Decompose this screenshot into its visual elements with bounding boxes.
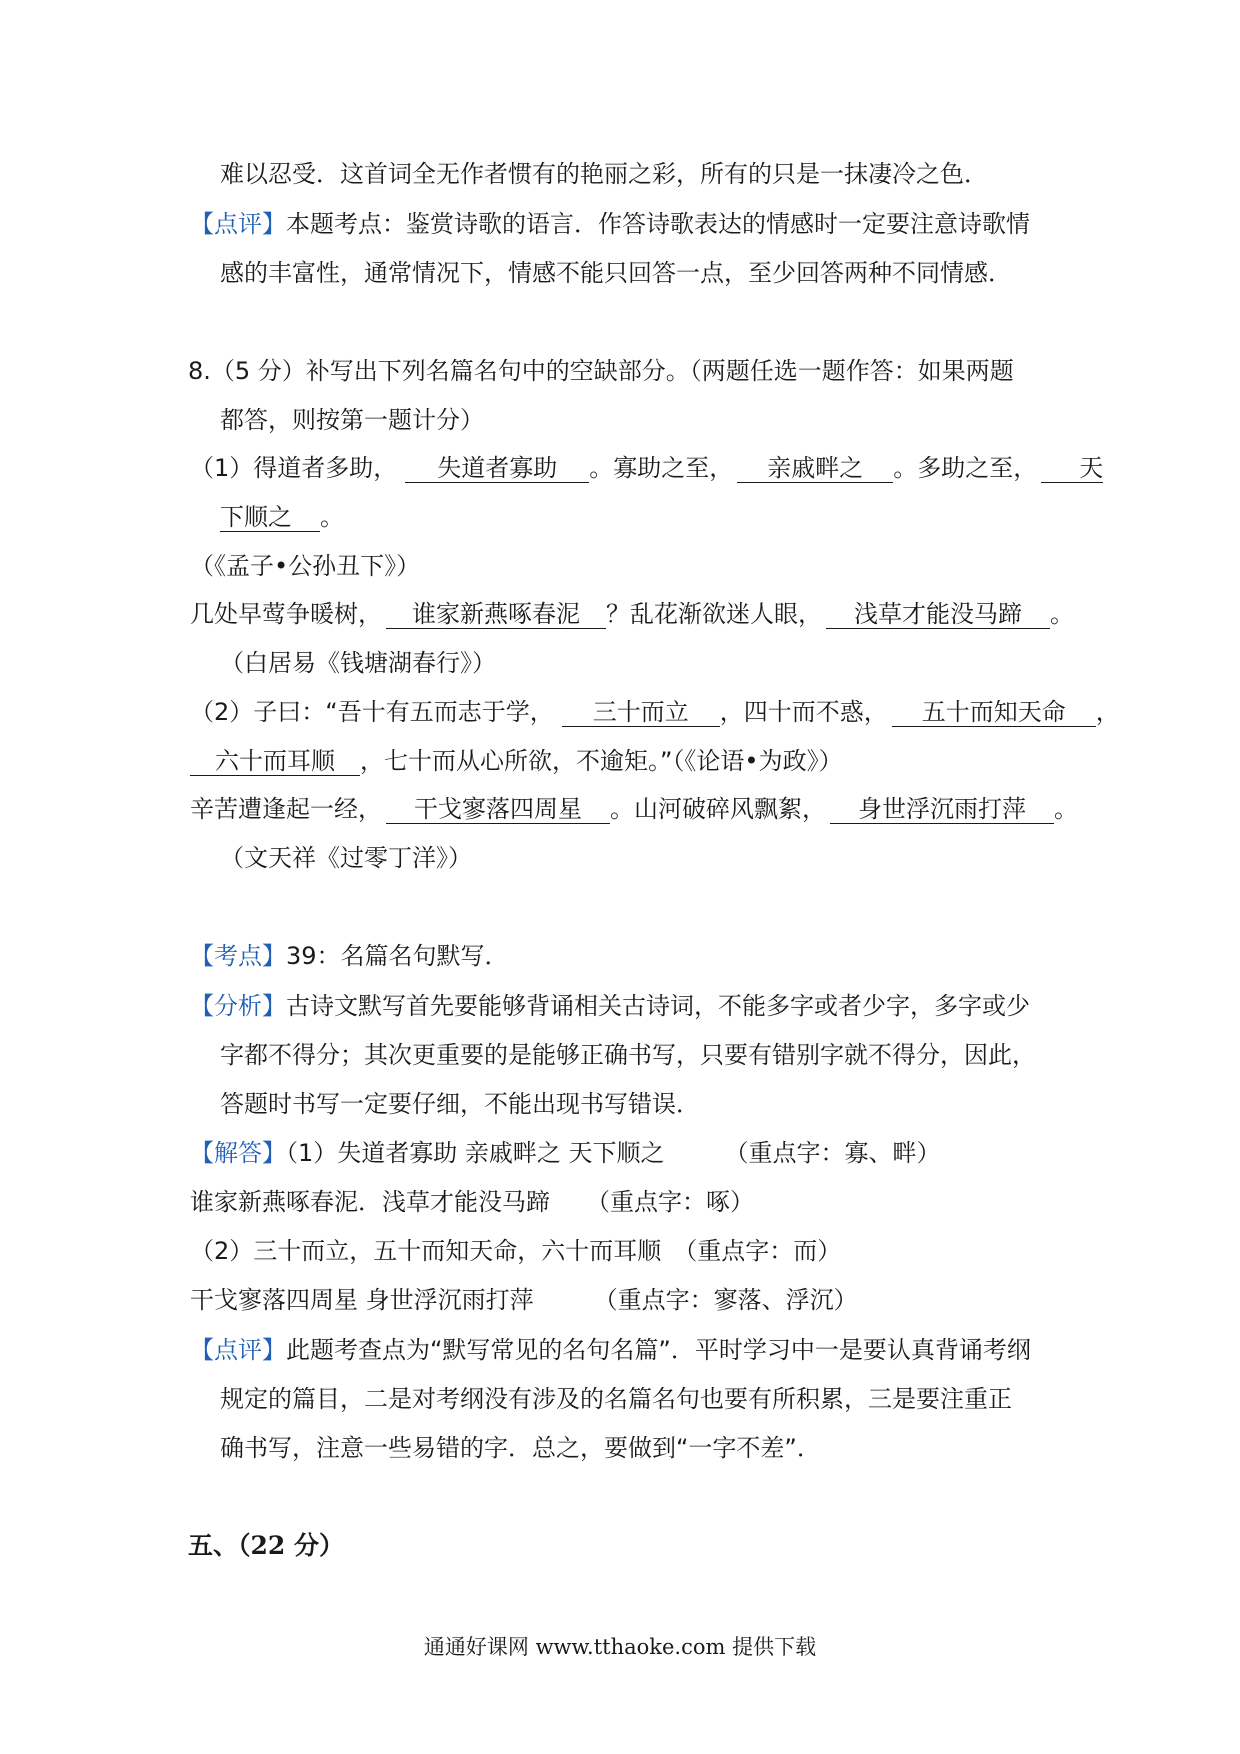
text: ？乱花渐欲迷人眼， — [606, 600, 822, 628]
comment-line1 — [190, 1334, 1031, 1366]
text: 此题考查点为“默写常见的名句名篇”．平时学习中一是要认真背诵考纲 — [286, 1336, 1031, 1364]
q8-part2-line2 — [190, 745, 843, 777]
answer-blank: 身世浮沉雨打萍 — [830, 795, 1054, 824]
text: 39：名篇名句默写． — [286, 942, 509, 970]
text: ，七十而从心所欲，不逾矩。”（《论语•为政》） — [360, 747, 843, 775]
text: （《孟子•公孙丑下》） — [190, 552, 421, 580]
answer-tag: 【解答】 — [190, 1139, 286, 1167]
answer-line4 — [190, 1284, 858, 1316]
text: 本题考点：鉴赏诗歌的语言．作答诗歌表达的情感时一定要注意诗歌情 — [286, 210, 1030, 238]
text: 8.（5 分）补写出下列名篇名句中的空缺部分。（两题任选一题作答：如果两题 — [188, 357, 1014, 385]
answer-blank: 天 — [1041, 454, 1103, 483]
text: ，四十而不惑， — [719, 698, 888, 726]
analysis-line1 — [190, 990, 1030, 1022]
prev-comment-line1 — [190, 208, 1030, 240]
knowledge-point-line — [190, 940, 509, 972]
comment-line2 — [220, 1383, 1012, 1415]
q8-stem-line1 — [188, 355, 1014, 387]
text: 几处早莺争暖树， — [190, 600, 382, 628]
text: 字都不得分；其次更重要的是能够正确书写，只要有错别字就不得分，因此， — [220, 1041, 1036, 1069]
text: 答题时书写一定要仔细，不能出现书写错误． — [220, 1090, 700, 1118]
answer-blank: 亲戚畔之 — [737, 454, 893, 483]
text: 干戈寥落四周星 身世浮沉雨打萍 （重点字：寥落、浮沉） — [190, 1286, 858, 1314]
text: 难以忍受．这首词全无作者惯有的艳丽之彩，所有的只是一抹凄冷之色． — [220, 160, 988, 188]
q8-part1-line2 — [220, 501, 344, 533]
section-heading: 五、（22 分） — [188, 1531, 344, 1560]
text: （1）失道者寡助 亲戚畔之 天下顺之 （重点字：寡、畔） — [286, 1139, 941, 1167]
text: 古诗文默写首先要能够背诵相关古诗词，不能多字或者少字，多字或少 — [286, 992, 1030, 1020]
q8-part1-line1 — [190, 452, 1103, 484]
q8-poem4-line — [190, 793, 1078, 825]
text: 辛苦遭逢起一经， — [190, 795, 382, 823]
answer-blank: 失道者寡助 — [405, 454, 589, 483]
answer-blank: 谁家新燕啄春泥 — [386, 600, 606, 629]
text: 规定的篇目，二是对考纲没有涉及的名篇名句也要有所积累，三是要注重正 — [220, 1385, 1012, 1413]
analysis-tag: 【分析】 — [190, 992, 286, 1020]
text: 。寡助之至， — [589, 454, 734, 482]
text: （白居易《钱塘湖春行》） — [220, 649, 496, 677]
q8-source4 — [220, 842, 472, 874]
text: （2）子曰：“吾十有五而志于学， — [190, 698, 554, 726]
text: （1）得道者多助， — [190, 454, 398, 482]
answer-blank: 五十而知天命 — [892, 698, 1096, 727]
answer-line1 — [190, 1137, 941, 1169]
analysis-line2 — [220, 1039, 1036, 1071]
answer-blank: 浅草才能没马蹄 — [826, 600, 1050, 629]
text: 。多助之至， — [893, 454, 1038, 482]
q8-source2 — [220, 647, 496, 679]
text: 都答，则按第一题计分） — [220, 406, 484, 434]
comment-tag: 【点评】 — [190, 210, 286, 238]
q8-poem2-line — [190, 598, 1074, 630]
prev-comment-line2 — [220, 257, 1012, 289]
answer-line3 — [190, 1235, 841, 1267]
comment-tag: 【点评】 — [190, 1336, 286, 1364]
prev-answer-line — [220, 158, 988, 190]
text: 。山河破碎风飘絮， — [610, 795, 826, 823]
text: （文天祥《过零丁洋》） — [220, 844, 472, 872]
knowledge-point-tag: 【考点】 — [190, 942, 286, 970]
text: 。 — [320, 503, 344, 531]
answer-blank: 三十而立 — [562, 698, 720, 727]
answer-blank: 六十而耳顺 — [190, 747, 360, 776]
answer-blank: 干戈寥落四周星 — [386, 795, 610, 824]
q8-source1 — [190, 550, 420, 582]
page-footer: 通通好课网 www.tthaoke.com 提供下载 — [423, 1635, 817, 1659]
text: 感的丰富性，通常情况下，情感不能只回答一点，至少回答两种不同情感． — [220, 259, 1012, 287]
text: 。 — [1050, 600, 1074, 628]
text: （2）三十而立，五十而知天命，六十而耳顺 （重点字：而） — [190, 1237, 842, 1265]
text: 。 — [1054, 795, 1078, 823]
answer-line2 — [190, 1186, 754, 1218]
answer-blank: 下顺之 — [220, 503, 320, 532]
text: 谁家新燕啄春泥．浅草才能没马蹄 （重点字：啄） — [190, 1188, 754, 1216]
analysis-line3 — [220, 1088, 700, 1120]
q8-stem-line2 — [220, 404, 484, 436]
q8-part2-line1 — [190, 696, 1120, 728]
text: 确书写，注意一些易错的字．总之，要做到“一字不差”． — [220, 1434, 821, 1462]
comment-line3 — [220, 1432, 821, 1464]
text: ， — [1095, 698, 1120, 726]
